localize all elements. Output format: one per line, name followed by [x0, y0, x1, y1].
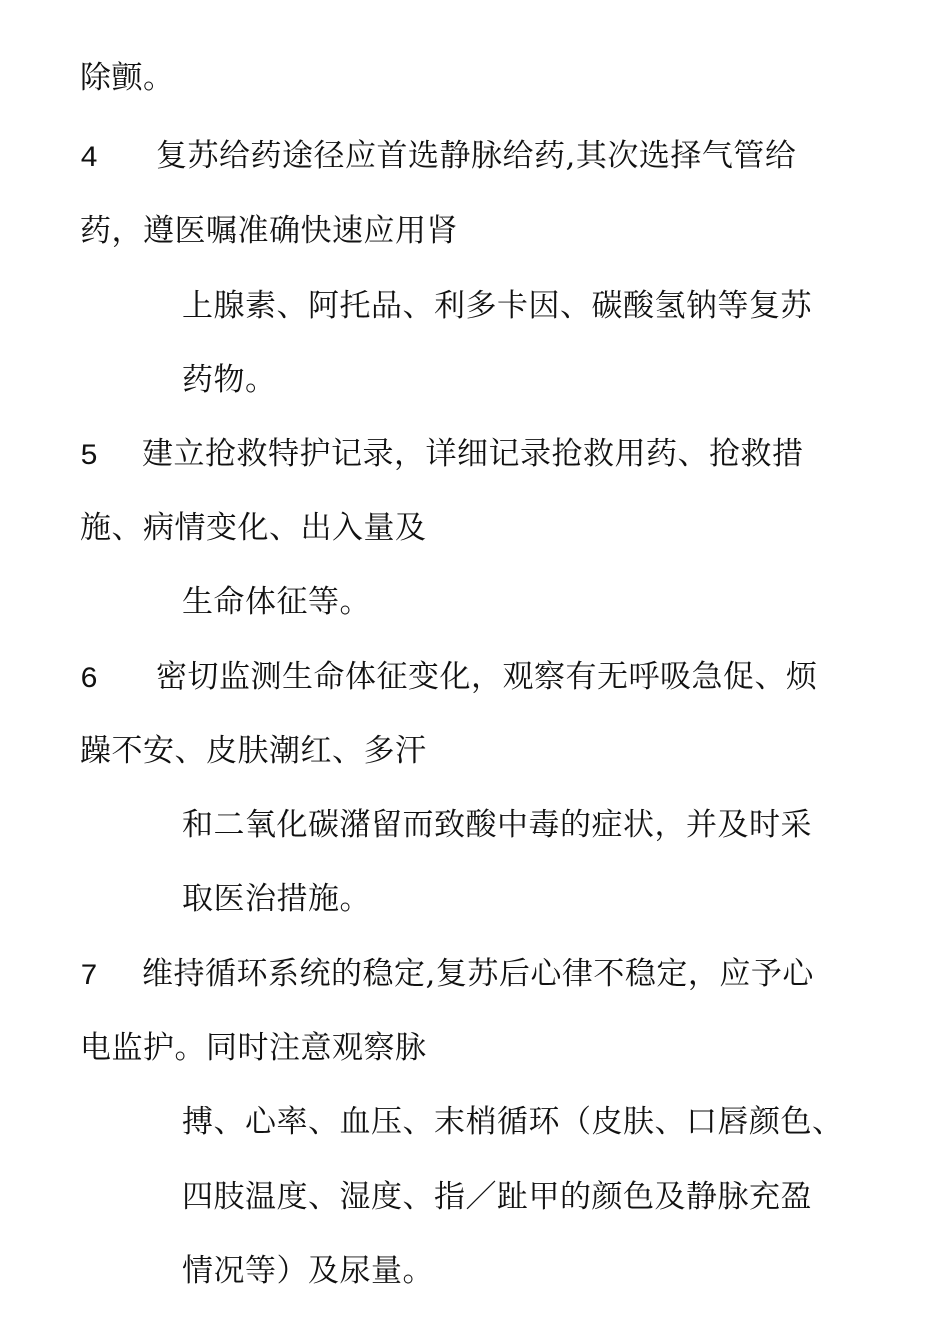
- line-text: 复苏给药途径应首选静脉给药,其次选择气管给: [156, 138, 797, 174]
- line-text: 电监护。同时注意观察脉: [80, 1030, 427, 1066]
- text-line: [80, 731, 427, 771]
- item-number: 4: [80, 142, 99, 176]
- line-text: 躁不安、皮肤潮红、多汗: [80, 733, 427, 769]
- text-line: [80, 508, 427, 548]
- numbered-item-6: [80, 657, 818, 700]
- line-text: 除颤。: [80, 60, 175, 96]
- text-line-indented: [182, 879, 371, 919]
- text-line-indented: [182, 582, 371, 622]
- text-line-indented: [182, 286, 812, 326]
- item-number: 6: [80, 663, 99, 697]
- text-line-indented: [182, 1102, 844, 1142]
- line-text: 施、病情变化、出入量及: [80, 510, 427, 546]
- text-line-indented: [182, 1177, 812, 1217]
- item-number: 5: [80, 440, 99, 474]
- item-number: 7: [80, 960, 99, 994]
- line-text: 药，遵医嘱准确快速应用肾: [80, 213, 458, 249]
- line-text: 搏、心率、血压、末梢循环（皮肤、口唇颜色、: [182, 1104, 844, 1140]
- numbered-item-5: [80, 434, 804, 477]
- text-line-indented: [182, 360, 277, 400]
- line-text: 上腺素、阿托品、利多卡因、碳酸氢钠等复苏: [182, 288, 812, 324]
- text-line: [80, 1028, 427, 1068]
- line-text: 药物。: [182, 362, 277, 398]
- line-text: 建立抢救特护记录，详细记录抢救用药、抢救措: [142, 436, 804, 472]
- text-line-indented: [182, 1251, 434, 1291]
- text-line: [80, 58, 175, 98]
- line-text: 情况等）及尿量。: [182, 1253, 434, 1289]
- line-text: 密切监测生命体征变化，观察有无呼吸急促、烦: [156, 659, 818, 695]
- numbered-item-4: [80, 136, 796, 179]
- text-line-indented: [182, 805, 812, 845]
- line-text: 取医治措施。: [182, 881, 371, 917]
- line-text: 四肢温度、湿度、指／趾甲的颜色及静脉充盈: [182, 1179, 812, 1215]
- line-text: 和二氧化碳潴留而致酸中毒的症状，并及时采: [182, 807, 812, 843]
- text-line: [80, 211, 458, 251]
- line-text: 维持循环系统的稳定,复苏后心律不稳定，应予心: [142, 956, 814, 992]
- line-text: 生命体征等。: [182, 584, 371, 620]
- numbered-item-7: [80, 954, 814, 997]
